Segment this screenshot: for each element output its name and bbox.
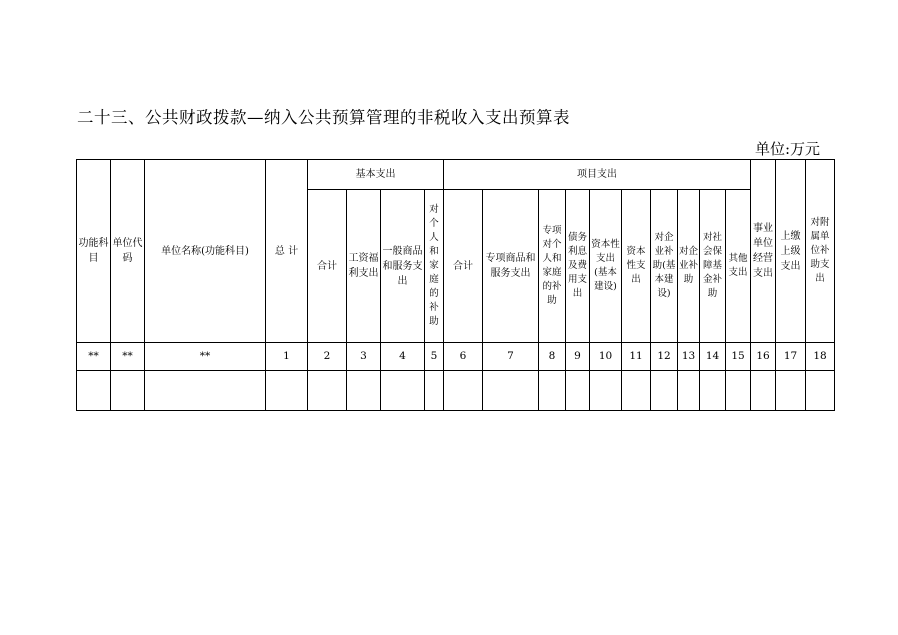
empty-cell <box>425 371 444 411</box>
group-project-expense: 项目支出 <box>444 160 751 190</box>
header-special-goods: 专项商品和服务支出 <box>483 190 539 343</box>
index-cell: 1 <box>266 343 308 371</box>
header-personal-subsidy: 对个人和家庭的补助 <box>425 190 444 343</box>
empty-cell <box>381 371 425 411</box>
header-row-groups <box>77 160 835 190</box>
index-cell: 13 <box>678 343 700 371</box>
index-cell: 10 <box>590 343 622 371</box>
empty-cell <box>444 371 483 411</box>
index-cell: 8 <box>539 343 566 371</box>
empty-cell <box>590 371 622 411</box>
empty-cell <box>266 371 308 411</box>
header-func-subject: 功能科目 <box>77 160 111 343</box>
index-cell: 17 <box>776 343 806 371</box>
header-enterprise: 对企业补助 <box>678 190 700 343</box>
header-goods-services: 一般商品和服务支出 <box>381 190 425 343</box>
empty-data-row <box>77 371 835 411</box>
empty-cell <box>806 371 835 411</box>
empty-cell <box>751 371 776 411</box>
header-affiliated-subsidy: 对附属单位补助支出 <box>806 160 835 343</box>
empty-cell <box>700 371 726 411</box>
header-special-personal: 专项对个人和家庭的补助 <box>539 190 566 343</box>
empty-cell <box>77 371 111 411</box>
empty-cell <box>111 371 145 411</box>
index-cell: 5 <box>425 343 444 371</box>
index-cell: ** <box>111 343 145 371</box>
empty-cell <box>651 371 678 411</box>
index-cell: 14 <box>700 343 726 371</box>
empty-cell <box>566 371 590 411</box>
unit-label: 单位:万元 <box>754 140 820 158</box>
index-cell: 2 <box>308 343 347 371</box>
header-upper-level: 上缴上级支出 <box>776 160 806 343</box>
header-total: 总 计 <box>266 160 308 343</box>
header-social-security: 对社会保障基金补助 <box>700 190 726 343</box>
header-unit-name: 单位名称(功能科目) <box>145 160 266 343</box>
empty-cell <box>483 371 539 411</box>
empty-cell <box>678 371 700 411</box>
index-cell: 4 <box>381 343 425 371</box>
empty-cell <box>622 371 651 411</box>
index-cell: ** <box>145 343 266 371</box>
header-other: 其他支出 <box>726 190 751 343</box>
header-wages: 工资福利支出 <box>347 190 381 343</box>
page-title: 二十三、公共财政拨款—纳入公共预算管理的非税收入支出预算表 <box>77 108 570 127</box>
empty-cell <box>726 371 751 411</box>
header-enterprise-basic: 对企业补助(基本建设) <box>651 190 678 343</box>
index-cell: 9 <box>566 343 590 371</box>
index-cell: ** <box>77 343 111 371</box>
index-cell: 12 <box>651 343 678 371</box>
index-cell: 3 <box>347 343 381 371</box>
empty-cell <box>539 371 566 411</box>
empty-cell <box>776 371 806 411</box>
header-basic-sum: 合计 <box>308 190 347 343</box>
index-cell: 7 <box>483 343 539 371</box>
header-business-ops: 事业单位经营支出 <box>751 160 776 343</box>
empty-cell <box>347 371 381 411</box>
header-debt-interest: 债务利息及费用支出 <box>566 190 590 343</box>
index-cell: 6 <box>444 343 483 371</box>
index-cell: 15 <box>726 343 751 371</box>
index-row <box>77 343 835 371</box>
group-basic-expense: 基本支出 <box>308 160 444 190</box>
header-capital-basic: 资本性支出(基本建设) <box>590 190 622 343</box>
header-unit-code: 单位代码 <box>111 160 145 343</box>
budget-table <box>76 159 835 411</box>
index-cell: 16 <box>751 343 776 371</box>
index-cell: 11 <box>622 343 651 371</box>
index-cell: 18 <box>806 343 835 371</box>
header-project-sum: 合计 <box>444 190 483 343</box>
empty-cell <box>308 371 347 411</box>
header-capital: 资本性支出 <box>622 190 651 343</box>
empty-cell <box>145 371 266 411</box>
